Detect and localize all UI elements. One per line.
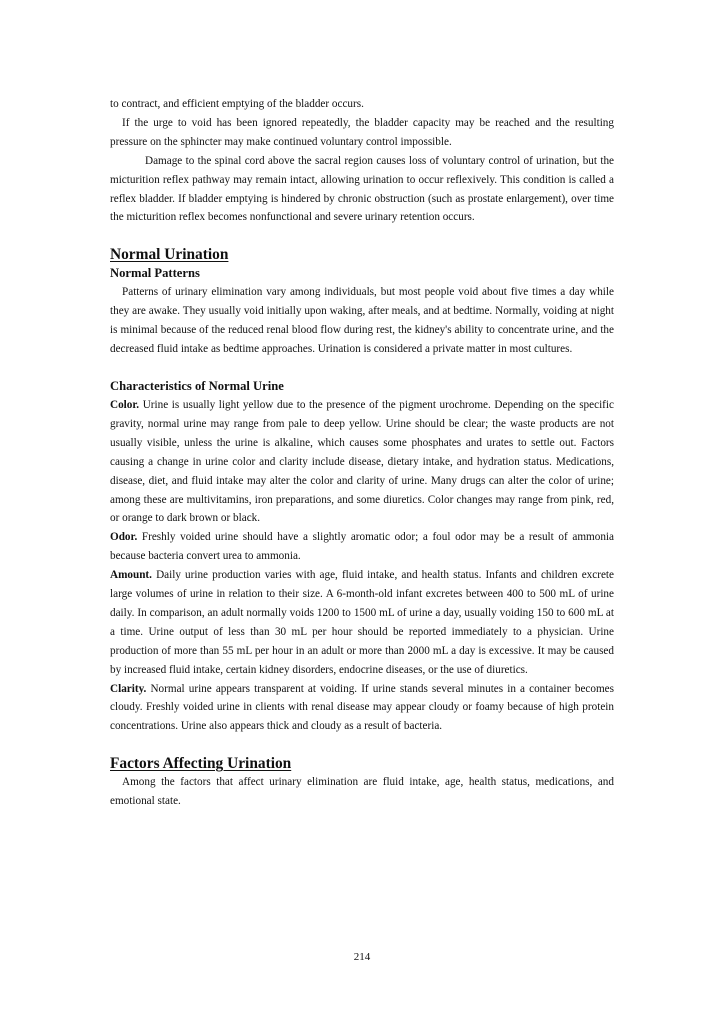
section-spacer (110, 227, 614, 245)
label-color: Color. (110, 398, 140, 411)
paragraph-spinal-damage: Damage to the spinal cord above the sacral region causes loss of voluntary control of urination, but the micturition reflex pathway may remain intact, allowing urination to occur reflexively. This condition is called a reflex bladder. If bladder emptying is hindered by chronic obstruction (such as prostate enlargement), over time the micturition reflex becomes nonfunctional and severe urinary retention occurs. (110, 154, 614, 224)
text-clarity: Normal urine appears transparent at voiding. If urine stands several minutes in a container becomes cloudy. Freshly voided urine in clients with renal disease may appear cloudy or foamy because of high protein concentrations. Urine also appears thick and cloudy as a result of bacteria. (110, 682, 614, 733)
paragraph-amount (110, 566, 614, 679)
section-spacer (110, 359, 614, 377)
label-amount: Amount. (110, 569, 152, 582)
heading-factors: Factors Affecting Urination (110, 755, 292, 773)
section-spacer (110, 736, 614, 754)
paragraph-clarity (110, 680, 614, 737)
paragraph-urge-ignored: If the urge to void has been ignored repeatedly, the bladder capacity may be reached and the resulting pressure on the sphincter may make continued voluntary control impossible. (110, 116, 614, 148)
text-color: Urine is usually light yellow due to the presence of the pigment urochrome. Depending on the specific gravity, normal urine may range from pale to deep yellow. Urine should be clear; the waste products are not usually visible, unless the urine is alkaline, which causes some phosphates and urates to settle out. Factors causing a change in urine color and clarity include disease, dietary intake, and hydration status. Medications, disease, diet, and fluid intake may alter the color and clarity of urine. Many drugs can alter the color of urine; among these are multivitamins, iron preparations, and some diuretics. Color changes may range from pink, red, or orange to dark brown or black. (110, 398, 614, 525)
label-odor: Odor. (110, 531, 138, 544)
paragraph-odor (110, 528, 614, 566)
document-page (110, 95, 614, 811)
paragraph-continuation: to contract, and efficient emptying of the bladder occurs. (110, 98, 364, 110)
label-clarity: Clarity. (110, 682, 147, 695)
text-odor: Freshly voided urine should have a slightly aromatic odor; a foul odor may be a result of ammonia because bacteria convert urea to ammonia. (110, 531, 614, 563)
heading-characteristics: Characteristics of Normal Urine (110, 378, 284, 393)
paragraph-factors: Among the factors that affect urinary elimination are fluid intake, age, health status, medications, and emotional state. (110, 776, 614, 808)
paragraph-normal-patterns: Patterns of urinary elimination vary among individuals, but most people void about five times a day while they are awake. They usually void initially upon waking, after meals, and at bedtime. Normally, voiding at night is minimal because of the reduced renal blood flow during rest, the kidney's ability to concentrate urine, and the decreased fluid intake as bedtime approaches. Urination is considered a private matter in most cultures. (110, 286, 614, 356)
text-amount: Daily urine production varies with age, fluid intake, and health status. Infants and children excrete large volumes of urine in relation to their size. A 6-month-old infant excretes between 400 to 500 mL of urine daily. In comparison, an adult normally voids 1200 to 1500 mL of urine a day, usually voiding 150 to 600 mL at a time. Urine output of less than 30 mL per hour should be reported immediately to a physician. Urine production of more than 55 mL per hour in an adult or more than 2000 mL a day is excessive. It may be caused by increased fluid intake, certain kidney disorders, endocrine diseases, or the use of diuretics. (110, 569, 614, 676)
subheading-normal-patterns: Normal Patterns (110, 266, 200, 281)
paragraph-color (110, 396, 614, 528)
heading-normal-urination: Normal Urination (110, 246, 229, 264)
page-number: 214 (353, 951, 371, 963)
